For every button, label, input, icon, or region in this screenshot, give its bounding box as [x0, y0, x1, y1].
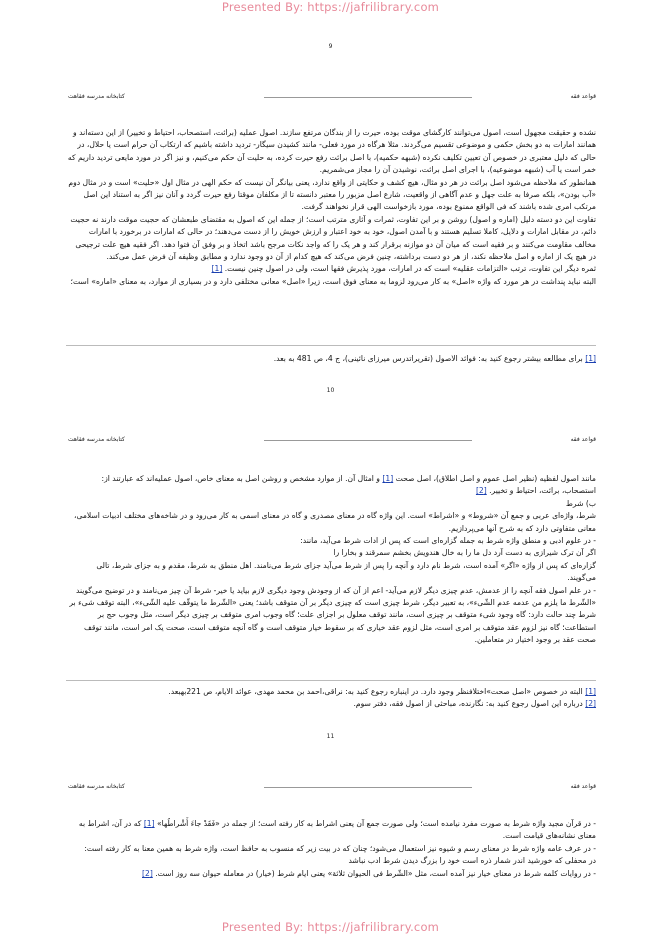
footnote-ref-link[interactable]: [1]	[143, 819, 155, 828]
page-number: 11	[326, 733, 335, 740]
paragraph	[66, 473, 596, 498]
footnote	[66, 698, 596, 710]
paragraph-text: ثمره دیگر این تفاوت، ترتب «التزامات عقلیه» است که در امارات، مورد پذیرش فقها است، ولی در اصول چنین نیست.	[224, 264, 596, 274]
page-body	[66, 818, 596, 880]
footnote-separator	[66, 345, 596, 346]
page-header	[68, 93, 596, 103]
page-number: 9	[328, 43, 333, 50]
header-library-name: کتابخانه مدرسه فقاهت	[68, 93, 125, 100]
page-number: 10	[326, 387, 335, 394]
footnote-backlink[interactable]: [1]	[585, 687, 596, 696]
header-divider	[264, 97, 472, 98]
header-book-title: قواعد فقه	[570, 783, 596, 790]
footnote-text: البته در خصوص «اصل صحت»اختلافنظر وجود دارد. در اینباره رجوع کنید به: نراقی،احمد بن محمد مهدی، عوائد الایام، ص 221بهبعد.	[168, 687, 583, 696]
footnote-separator	[66, 680, 596, 681]
paragraph	[66, 818, 596, 843]
header-library-name: کتابخانه مدرسه فقاهت	[68, 436, 125, 443]
footnote-ref-link[interactable]: [2]	[475, 486, 487, 496]
footnote	[66, 686, 596, 698]
footnote-text: برای مطالعه بیشتر رجوع کنید به: فوائد الاصول (تقریراتدرس میرزای نائینی)، ج 4، ص 481 به بعد.	[273, 354, 583, 363]
paragraph: - در علم اصول فقه آنچه را از عدمش، عدم چیزی دیگر لازم می‌آید- اعم از آن که از وجودش وجود دیگری لازم بیاید یا خیر- شرط آن چیز می‌نامند و در توضیح می‌گویند «الشّرط ما یلزم من عدمه عدم الشّیء»، به تعبیر دیگر، شرط چیزی است که چیزی دیگر بر آن متوقف باشد؛ یعنی «الشّرط ما یتوقّف علیه الشّیء»، البته توقف شیء بر شرط چند حالت دارد: گاه وجود شیء متوقف بر چیزی است، مانند توقف معلول بر اجزای علت؛ گاه وجوب امری متوقف بر چیزی دیگر است، مثل وجوب حج بر استطاعت؛ گاه نیز لزوم عقد متوقف بر امری است، مثل لزوم عقد خیاری که بر سقوط خیار متوقف است و گاه آنچه متوقف است، صحت یک امر است، مانند توقف صحت عقد بر وجود اختیار در متعاملین.	[69, 585, 596, 645]
paragraph-text: مانند اصول لفظیه (نظیر اصل عموم و اصل اطلاق)، اصل صحت	[395, 474, 596, 483]
paragraph: شرط، واژه‌ای عربی و جمع آن «شروط» و «اشراط» است. این واژه گاه در معنای مصدری و گاه در معنای اسمی به کار می‌رود و در شاخه‌های مختلف ادبیات اسلامی، معانی متفاوتی دارد که به شرح آنها می‌پردازیم.	[74, 511, 596, 533]
paragraph: همانطور که ملاحظه می‌شود اصل برائت در هر دو مثال، هیچ کشف و حکایتی از واقع ندارد، یعنی بیانگر آن نیست که حکم الهی در مثال اول «حلیت» است و در مثال دوم «آب بودن»، بلکه صرفا به علت جهل و عدم آگاهی از واقعیت، شارع اصل مزبور را معتبر دانسته تا از مکلفان موقتا رفع حیرت گردد و آنان نیز اگر به استناد این اصل مرتکب امری شده باشند که فی الواقع ممنوع بوده، مورد بازخواست الهی قرار نخواهند گرفت.	[68, 177, 596, 212]
footnote-ref-link[interactable]: [1]	[382, 474, 394, 483]
section-heading: ب) شرط	[565, 498, 596, 508]
header-book-title: قواعد فقه	[570, 436, 596, 443]
header-library-name: کتابخانه مدرسه فقاهت	[68, 783, 125, 790]
page-body	[66, 127, 596, 288]
paragraph-text: - در قرآن مجید واژه شرط به صورت مفرد نیامده است؛ ولی صورت جمع آن یعنی اشراط به کار رفته است؛ از جمله در «فَقَدْ جاءَ أَشْراطُها»	[157, 819, 596, 828]
paragraph: البته نباید پنداشت در هر مورد که واژه «اصل» به کار می‌رود لزوما به معنای فوق است، زیرا «اصل» معانی مختلفی دارد و در بسیاری از موارد، به معنای «اماره» است؛	[70, 276, 596, 286]
paragraph-text: - در روایات کلمه شرط در معنای خیار نیز آمده است، مثل «الشّرط فی الحیوان ثلاثة» یعنی ایام شرط (خیار) در معامله حیوان سه روز است.	[155, 868, 596, 878]
footnote-ref-link[interactable]: [2]	[142, 868, 153, 878]
paragraph	[66, 263, 596, 275]
paragraph-text: که در آن، اشراط به معنای نشانه‌های قیامت است.	[78, 819, 596, 841]
paragraph	[66, 868, 596, 880]
footnote-backlink[interactable]: [1]	[585, 354, 596, 363]
footnote-backlink[interactable]: [2]	[585, 699, 596, 709]
paragraph: تفاوت این دو دسته دلیل (اماره و اصول) روشن و بر این تفاوت، ثمرات و آثاری مترتب است؛ از جمله این که اصول به مقتضای طبعشان که حجیت موقت دارند نه حجیت دائم، در مقابل امارات و دلایل، کاملا تسلیم هستند و با آمدن اصول، خود به خود اعتبار و ارزش خویش را از دست می‌دهند؛ در حالی که امارات در برخورد با امارات مخالف مقاومت می‌کنند و بر فقیه است که میان آن دو موازنه برقرار کند و هر یک را که واجد نکات مرجح باشد اتخاذ و بر وفق آن فتوا دهد. اگر فقیه هیچ علت ترجیحی در هیچ یک از اماره و اصل ملاحظه نکند، از هر دو دست برداشته، چنین فرض می‌کند که هیچ کدام از آن دو وجود ندارد و مطابق وظیفه آن فرض عمل می‌کند.	[70, 214, 596, 262]
poem-verse: اگر آن ترک شیرازی به دست آرد دل ما را به خال هندویش بخشم سمرقند و بخارا را	[333, 548, 596, 558]
header-divider	[264, 787, 472, 788]
poem-verse: در محفلی که خورشید اندر شمار ذره است خود را بزرگ دیدن شرط ادب نباشد	[348, 856, 596, 866]
paragraph: نشده و حقیقت مجهول است، اصول می‌توانند کارگشای موقت بوده، حیرت را از بندگان مرتفع سازند. اصول عملیه (برائت، استصحاب، احتیاط و تخییر) از این دسته‌اند و همانند امارات به دو بخش حکمی و موضوعی تقسیم می‌گردند. مثلا هرگاه در مورد فعلی- مانند کشیدن سیگار- تردید داشته باشیم که ارتکاب آن حرام است یا حلال، در حالی که دلیل معتبری در خصوص آن تعیین تکلیف نکرده (شبهه حکمیه)، با اصل برائت رفع حیرت کرده، به حلیت آن حکم می‌کنیم، و نیز اگر در مورد مایعی تردید داریم که خمر است یا آب (شبهه موضوعیه)، با اجرای اصل برائت، نوشیدن آن را مجاز می‌شمریم.	[67, 128, 596, 175]
footnotes	[66, 353, 596, 365]
page-header	[68, 436, 596, 446]
paragraph-text: و امثال آن. از موارد مشخص و روشن اصل به معنای خاص، اصول عملیه‌اند که عبارتند از: استصحاب، برائت، احتیاط و تخییر.	[101, 474, 596, 496]
site-banner-top: Presented By: https://jafrilibrary.com	[221, 0, 440, 14]
footnotes	[66, 686, 596, 711]
site-banner-bottom: Presented By: https://jafrilibrary.com	[221, 920, 440, 934]
paragraph: - در علوم ادبی و منطق واژه شرط به جمله گزاره‌ای است که پس از ادات شرط می‌آید، مانند:	[300, 536, 596, 546]
page-body	[66, 473, 596, 647]
header-divider	[264, 440, 472, 441]
page-header	[68, 783, 596, 793]
footnote-text: درباره این اصول رجوع کنید به: نگارنده، مباحثی از اصول فقه، دفتر سوم.	[353, 699, 583, 709]
footnote	[66, 353, 596, 365]
paragraph: - در عرف عامه واژه شرط در معنای رسم و شیوه نیز استعمال می‌شود؛ چنان که در بیت زیر که منسوب به حافظ است، واژه شرط به همین معنا به کار رفته است:	[84, 843, 596, 853]
header-book-title: قواعد فقه	[570, 93, 596, 100]
footnote-ref-link[interactable]: [1]	[211, 264, 223, 274]
paragraph: گزاره‌ای که پس از واژه «اگر» آمده است، شرط نام دارد و آنچه را پس از شرط می‌آید جزای شرط می‌نامند. اهل منطق به شرط، مقدم و به جزای شرط، تالی می‌گویند.	[96, 560, 596, 583]
